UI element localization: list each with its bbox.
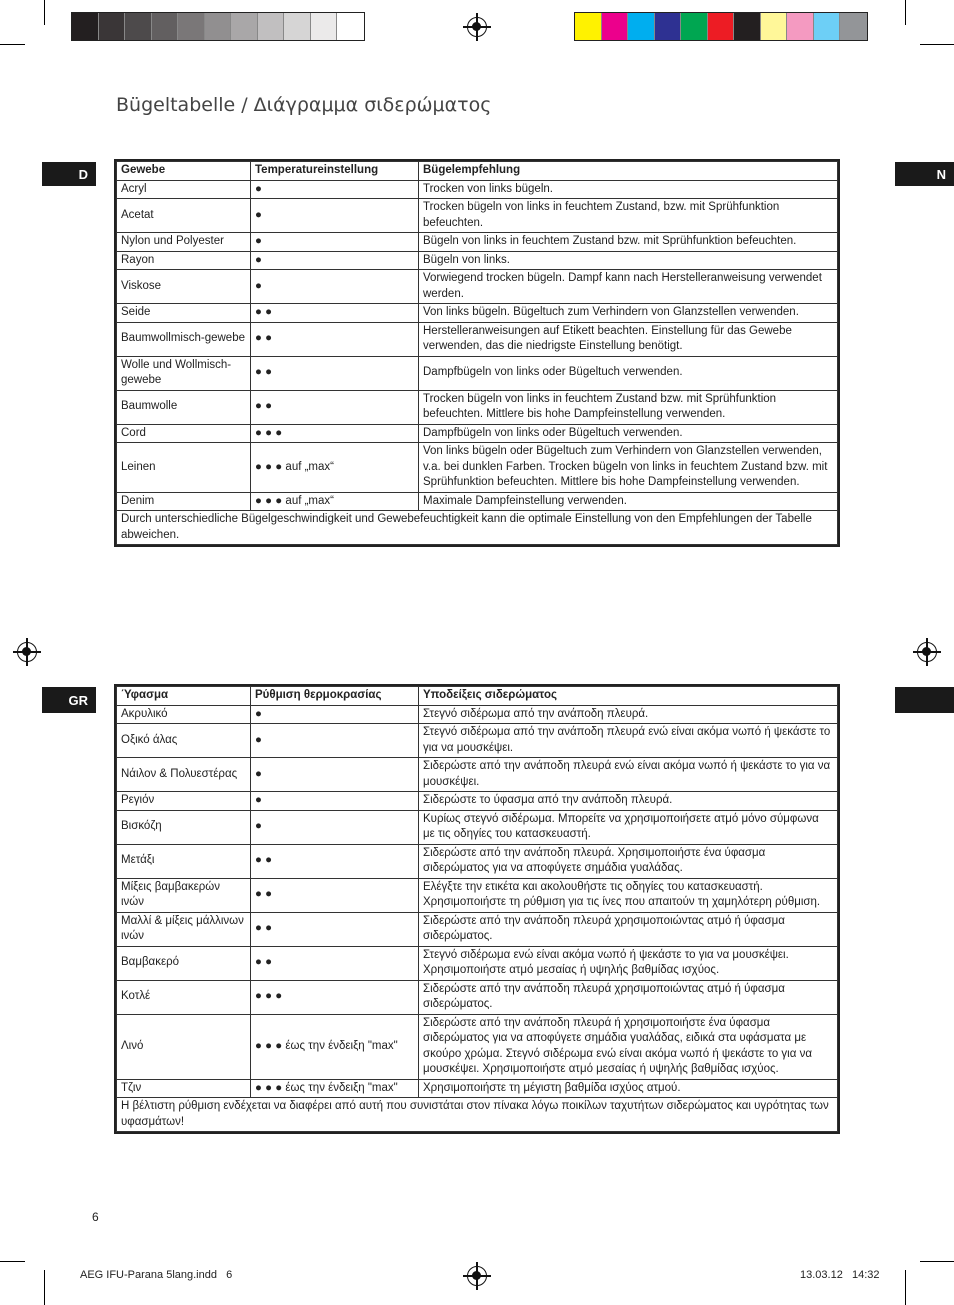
table-row bbox=[117, 390, 838, 424]
table-row bbox=[117, 199, 838, 233]
language-tab-d: D bbox=[42, 162, 96, 186]
table-note: Η βέλτιστη ρύθμιση ενδέχεται να διαφέρει από αυτή που συνιστάται στον πίνακα λόγω ποικίλων ταχυτήτων σιδερώματος και υγρότητας των υφασμάτων! bbox=[117, 1098, 838, 1132]
temperature-cell: ● ● bbox=[251, 912, 419, 946]
language-tab-right-gr bbox=[895, 687, 954, 713]
temperature-cell: ● ● ● auf „max“ bbox=[251, 443, 419, 493]
table-row bbox=[117, 912, 838, 946]
color-swatch bbox=[99, 13, 126, 40]
recommendation-cell: Χρησιμοποιήστε τη μέγιστη βαθμίδα ισχύος ατμού. bbox=[419, 1079, 838, 1098]
column-header: Bügelempfehlung bbox=[419, 162, 838, 181]
color-swatch bbox=[602, 13, 629, 40]
table-row bbox=[117, 1079, 838, 1098]
temperature-cell: ● ● ● έως την ένδειξη "max" bbox=[251, 1079, 419, 1098]
color-swatch bbox=[681, 13, 708, 40]
temperature-cell: ● ● ● auf „max“ bbox=[251, 492, 419, 511]
recommendation-cell: Σιδερώστε από την ανάποδη πλευρά. Χρησιμοποιήστε ένα ύφασμα σιδερώματος για να αποφύγετε σημάδια γυαλάδας. bbox=[419, 844, 838, 878]
recommendation-cell: Herstelleranweisungen auf Etikett beachten. Einstellung für das Gewebe verwenden, das die niedrigste Einstellung benötigt. bbox=[419, 322, 838, 356]
recommendation-cell: Bügeln von links in feuchtem Zustand bzw. mit Sprühfunktion befeuchten. bbox=[419, 233, 838, 252]
recommendation-cell: Dampfbügeln von links oder Bügeltuch verwenden. bbox=[419, 356, 838, 390]
print-timestamp: 13.03.12 14:32 bbox=[800, 1269, 880, 1281]
fabric-cell: Λινό bbox=[117, 1014, 251, 1079]
crop-mark bbox=[905, 1270, 906, 1305]
table-row bbox=[117, 705, 838, 724]
registration-mark-icon bbox=[17, 642, 37, 662]
temperature-cell: ● ● bbox=[251, 322, 419, 356]
table-note: Durch unterschiedliche Bügelgeschwindigkeit und Gewebefeuchtigkeit kann die optimale Einstellung von den Empfehlungen der Tabelle abweichen. bbox=[117, 511, 838, 545]
table-row bbox=[117, 980, 838, 1014]
file-slug: AEG IFU-Parana 5lang.indd 6 bbox=[80, 1269, 233, 1281]
color-swatch bbox=[761, 13, 788, 40]
color-swatch bbox=[205, 13, 232, 40]
fabric-cell: Βαμβακερό bbox=[117, 946, 251, 980]
recommendation-cell: Von links bügeln oder Bügeltuch zum Verhindern von Glanzstellen verwenden, v.a. bei dunklen Farben. Trocken bügeln von links in feuchtem Zustand bzw. mit Sprühfunktion befeuchten. Mittlere bis hohe Dampfeinstellung verwenden. bbox=[419, 443, 838, 493]
fabric-cell: Nylon und Polyester bbox=[117, 233, 251, 252]
table-header-row bbox=[117, 687, 838, 706]
color-swatch bbox=[284, 13, 311, 40]
table-row bbox=[117, 356, 838, 390]
temperature-cell: ● ● bbox=[251, 946, 419, 980]
recommendation-cell: Σιδερώστε από την ανάποδη πλευρά χρησιμοποιώντας ατμό ή ύφασμα σιδερώματος. bbox=[419, 980, 838, 1014]
temperature-cell: ● ● ● έως την ένδειξη "max" bbox=[251, 1014, 419, 1079]
fabric-cell: Acetat bbox=[117, 199, 251, 233]
fabric-cell: Ακρυλικό bbox=[117, 705, 251, 724]
page-title: Bügeltabelle / Διάγραμμα σιδερώματος bbox=[116, 94, 492, 116]
language-tab-gr: GR bbox=[42, 687, 96, 713]
fabric-cell: Seide bbox=[117, 304, 251, 323]
table-row bbox=[117, 946, 838, 980]
table-row bbox=[117, 180, 838, 199]
recommendation-cell: Στεγνό σιδέρωμα από την ανάποδη πλευρά ενώ είναι ακόμα νωπό ή ψεκάστε το για να μουσκέψει. bbox=[419, 724, 838, 758]
table-row bbox=[117, 810, 838, 844]
table-row bbox=[117, 251, 838, 270]
temperature-cell: ● ● ● bbox=[251, 424, 419, 443]
color-swatch bbox=[575, 13, 602, 40]
crop-mark bbox=[920, 44, 954, 45]
table-row bbox=[117, 844, 838, 878]
table-row bbox=[117, 758, 838, 792]
color-swatch bbox=[787, 13, 814, 40]
table-row bbox=[117, 424, 838, 443]
temperature-cell: ● bbox=[251, 724, 419, 758]
temperature-cell: ● bbox=[251, 180, 419, 199]
process-color-bar bbox=[574, 12, 868, 41]
ironing-table-gr bbox=[116, 686, 838, 1132]
table-row bbox=[117, 1014, 838, 1079]
recommendation-cell: Στεγνό σιδέρωμα ενώ είναι ακόμα νωπό ή ψεκάστε το για να μουσκέψει. Χρησιμοποιήστε ατμό μεσαίας ή υψηλής βαθμίδας ισχύος. bbox=[419, 946, 838, 980]
temperature-cell: ● bbox=[251, 705, 419, 724]
column-header: Ύφασμα bbox=[117, 687, 251, 706]
recommendation-cell: Vorwiegend trocken bügeln. Dampf kann nach Herstelleranweisung verwendet werden. bbox=[419, 270, 838, 304]
color-swatch bbox=[708, 13, 735, 40]
recommendation-cell: Κυρίως στεγνό σιδέρωμα. Μπορείτε να χρησιμοποιήσετε ατμό μόνο σύμφωνα με τις οδηγίες του κατασκευαστή. bbox=[419, 810, 838, 844]
temperature-cell: ● ● bbox=[251, 878, 419, 912]
recommendation-cell: Σιδερώστε από την ανάποδη πλευρά χρησιμοποιώντας ατμό ή ύφασμα σιδερώματος. bbox=[419, 912, 838, 946]
fabric-cell: Τζιν bbox=[117, 1079, 251, 1098]
fabric-cell: Rayon bbox=[117, 251, 251, 270]
table-row bbox=[117, 792, 838, 811]
recommendation-cell: Σιδερώστε από την ανάποδη πλευρά ή χρησιμοποιήστε ένα ύφασμα σιδερώματος για να αποφύγετε σημάδια γυαλάδας, ειδικά στα υφάσματα με σκούρο χρώμα. Στεγνό σιδέρωμα ενώ είναι ακόμα νωπό ή ψεκάστε το για να μουσκέψει. Χρησιμοποιήστε ατμό μεσαίας ή υψηλής βαθμίδας ισχύος. bbox=[419, 1014, 838, 1079]
crop-mark bbox=[44, 0, 45, 25]
table-row bbox=[117, 270, 838, 304]
ironing-table-de bbox=[116, 161, 838, 545]
recommendation-cell: Trocken bügeln von links in feuchtem Zustand bzw. mit Sprühfunktion befeuchten. Mittlere bis hohe Dampfeinstellung verwenden. bbox=[419, 390, 838, 424]
fabric-cell: Νάιλον & Πολυεστέρας bbox=[117, 758, 251, 792]
registration-mark-icon bbox=[467, 1266, 487, 1286]
color-swatch bbox=[734, 13, 761, 40]
fabric-cell: Μαλλί & μίξεις μάλλινων ινών bbox=[117, 912, 251, 946]
recommendation-cell: Trocken von links bügeln. bbox=[419, 180, 838, 199]
color-swatch bbox=[231, 13, 258, 40]
temperature-cell: ● ● bbox=[251, 390, 419, 424]
fabric-cell: Μετάξι bbox=[117, 844, 251, 878]
fabric-cell: Cord bbox=[117, 424, 251, 443]
table-row bbox=[117, 724, 838, 758]
language-tab-right: N bbox=[895, 162, 954, 186]
fabric-cell: Baumwolle bbox=[117, 390, 251, 424]
table-row bbox=[117, 233, 838, 252]
table-row bbox=[117, 878, 838, 912]
recommendation-cell: Dampfbügeln von links oder Bügeltuch verwenden. bbox=[419, 424, 838, 443]
temperature-cell: ● bbox=[251, 199, 419, 233]
temperature-cell: ● bbox=[251, 792, 419, 811]
table-row bbox=[117, 304, 838, 323]
recommendation-cell: Maximale Dampfeinstellung verwenden. bbox=[419, 492, 838, 511]
color-swatch bbox=[337, 13, 364, 40]
page-number: 6 bbox=[92, 1210, 99, 1224]
fabric-cell: Viskose bbox=[117, 270, 251, 304]
color-swatch bbox=[152, 13, 179, 40]
color-swatch bbox=[628, 13, 655, 40]
crop-mark bbox=[920, 1261, 954, 1262]
fabric-cell: Ρεγιόν bbox=[117, 792, 251, 811]
table-row bbox=[117, 322, 838, 356]
fabric-cell: Acryl bbox=[117, 180, 251, 199]
fabric-cell: Denim bbox=[117, 492, 251, 511]
temperature-cell: ● ● bbox=[251, 356, 419, 390]
temperature-cell: ● bbox=[251, 270, 419, 304]
color-swatch bbox=[72, 13, 99, 40]
registration-mark-icon bbox=[917, 642, 937, 662]
color-swatch bbox=[125, 13, 152, 40]
gray-color-bar bbox=[71, 12, 365, 41]
table-row bbox=[117, 443, 838, 493]
fabric-cell: Wolle und Wollmisch-gewebe bbox=[117, 356, 251, 390]
color-swatch bbox=[655, 13, 682, 40]
fabric-cell: Μίξεις βαμβακερών ινών bbox=[117, 878, 251, 912]
fabric-cell: Baumwollmisch-gewebe bbox=[117, 322, 251, 356]
fabric-cell: Οξικό άλας bbox=[117, 724, 251, 758]
crop-mark bbox=[44, 1270, 45, 1305]
table-row bbox=[117, 492, 838, 511]
table-note-row bbox=[117, 511, 838, 545]
color-swatch bbox=[178, 13, 205, 40]
fabric-cell: Κοτλέ bbox=[117, 980, 251, 1014]
fabric-cell: Leinen bbox=[117, 443, 251, 493]
color-swatch bbox=[840, 13, 867, 40]
recommendation-cell: Ελέγξτε την ετικέτα και ακολουθήστε τις οδηγίες του κατασκευαστή. Χρησιμοποιήστε τη ρύθμιση για τις ίνες που απαιτούν τη χαμηλότερη ρύθμιση. bbox=[419, 878, 838, 912]
table-note-row bbox=[117, 1098, 838, 1132]
column-header: Ρύθμιση θερμοκρασίας bbox=[251, 687, 419, 706]
recommendation-cell: Σιδερώστε από την ανάποδη πλευρά ενώ είναι ακόμα νωπό ή ψεκάστε το για να μουσκέψει. bbox=[419, 758, 838, 792]
table-header-row bbox=[117, 162, 838, 181]
crop-mark bbox=[905, 0, 906, 25]
color-swatch bbox=[814, 13, 841, 40]
crop-mark bbox=[0, 1261, 25, 1262]
temperature-cell: ● ● ● bbox=[251, 980, 419, 1014]
recommendation-cell: Στεγνό σιδέρωμα από την ανάποδη πλευρά. bbox=[419, 705, 838, 724]
temperature-cell: ● bbox=[251, 233, 419, 252]
registration-mark-icon bbox=[467, 17, 487, 37]
column-header: Gewebe bbox=[117, 162, 251, 181]
recommendation-cell: Σιδερώστε το ύφασμα από την ανάποδη πλευρά. bbox=[419, 792, 838, 811]
temperature-cell: ● bbox=[251, 758, 419, 792]
temperature-cell: ● ● bbox=[251, 844, 419, 878]
crop-mark bbox=[0, 44, 25, 45]
color-swatch bbox=[311, 13, 338, 40]
temperature-cell: ● bbox=[251, 810, 419, 844]
temperature-cell: ● ● bbox=[251, 304, 419, 323]
recommendation-cell: Trocken bügeln von links in feuchtem Zustand, bzw. mit Sprühfunktion befeuchten. bbox=[419, 199, 838, 233]
column-header: Temperatureinstellung bbox=[251, 162, 419, 181]
fabric-cell: Βισκόζη bbox=[117, 810, 251, 844]
recommendation-cell: Von links bügeln. Bügeltuch zum Verhindern von Glanzstellen verwenden. bbox=[419, 304, 838, 323]
temperature-cell: ● bbox=[251, 251, 419, 270]
recommendation-cell: Bügeln von links. bbox=[419, 251, 838, 270]
column-header: Υποδείξεις σιδερώματος bbox=[419, 687, 838, 706]
color-swatch bbox=[258, 13, 285, 40]
